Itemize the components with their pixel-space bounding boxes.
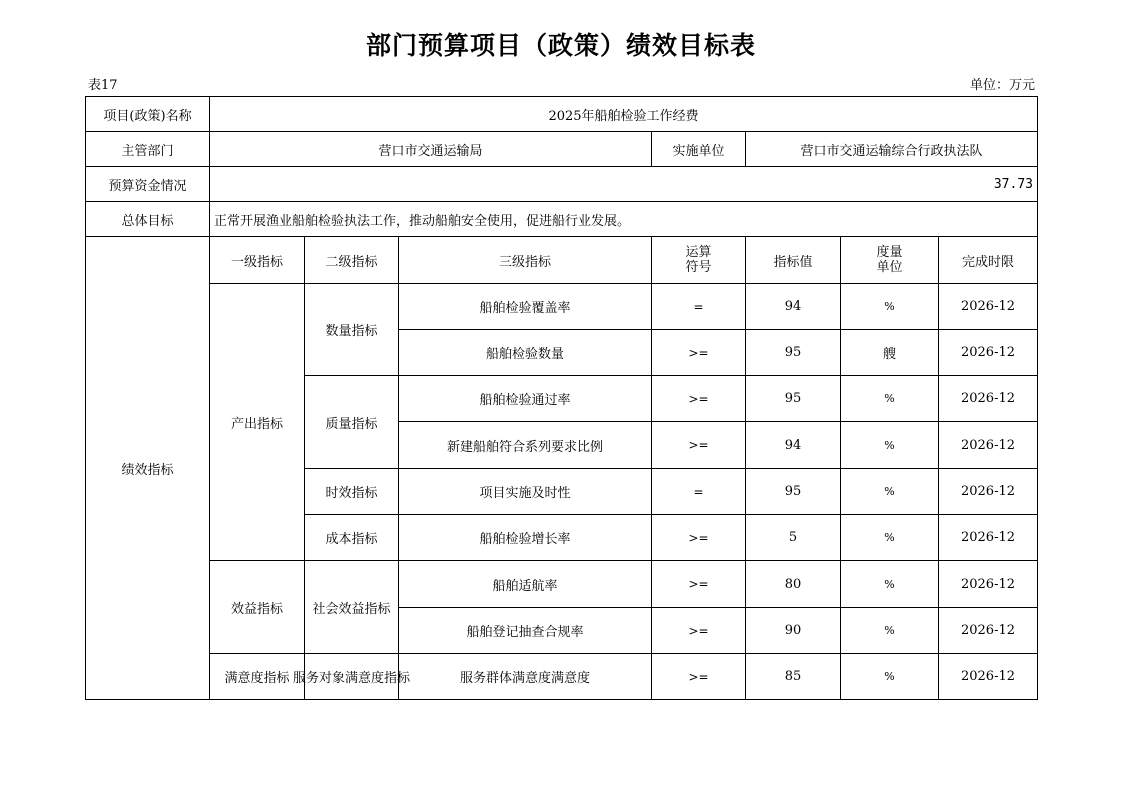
header-level1: 一级指标 (210, 237, 305, 284)
row-operator: >= (652, 330, 746, 376)
row-value: 95 (746, 376, 841, 422)
level1-satisfaction: 满意度指标 (210, 654, 305, 700)
level2-quality: 质量指标 (305, 376, 399, 469)
row-value: 94 (746, 422, 841, 469)
row-operator: = (652, 284, 746, 330)
performance-target-table (85, 96, 1038, 700)
row-unit: 艘 (841, 330, 939, 376)
level1-benefit: 效益指标 (210, 561, 305, 654)
header-level3: 三级指标 (399, 237, 652, 284)
row-unit: % (841, 422, 939, 469)
budget-label: 预算资金情况 (86, 167, 210, 202)
row-operator: >= (652, 376, 746, 422)
row-name: 船舶适航率 (399, 561, 652, 608)
row-unit: % (841, 515, 939, 561)
row-deadline: 2026-12 (939, 561, 1038, 608)
header-unit-line1: 度量 (876, 245, 903, 260)
row-operator: >= (652, 422, 746, 469)
budget-row (86, 167, 1038, 202)
row-name: 服务群体满意度满意度 (399, 654, 652, 700)
row-value: 94 (746, 284, 841, 330)
row-value: 95 (746, 469, 841, 515)
row-name: 新建船舶符合系列要求比例 (399, 422, 652, 469)
row-value: 85 (746, 654, 841, 700)
goal-label: 总体目标 (86, 202, 210, 237)
header-unit-line2: 单位 (876, 260, 903, 275)
project-value: 2025年船舶检验工作经费 (210, 97, 1038, 132)
row-operator: = (652, 469, 746, 515)
impl-value: 营口市交通运输综合行政执法队 (746, 132, 1038, 167)
dept-label: 主管部门 (86, 132, 210, 167)
row-deadline: 2026-12 (939, 330, 1038, 376)
goal-value: 正常开展渔业船舶检验执法工作，推动船舶安全使用，促进船行业发展。 (210, 202, 1038, 237)
row-deadline: 2026-12 (939, 608, 1038, 654)
row-value: 95 (746, 330, 841, 376)
row-unit: % (841, 654, 939, 700)
project-row (86, 97, 1038, 132)
currency-unit: 单位：万元 (969, 78, 1035, 93)
level1-output: 产出指标 (210, 284, 305, 561)
row-value: 90 (746, 608, 841, 654)
table-row (86, 561, 1038, 608)
level2-service-text: 服务对象满意度指标 (293, 671, 411, 686)
header-value: 指标值 (746, 237, 841, 284)
table-row (86, 284, 1038, 330)
row-unit: % (841, 469, 939, 515)
header-operator-line1: 运算 (685, 245, 712, 260)
header-level2: 二级指标 (305, 237, 399, 284)
row-unit: % (841, 376, 939, 422)
dept-value: 营口市交通运输局 (210, 132, 652, 167)
row-deadline: 2026-12 (939, 469, 1038, 515)
row-name: 项目实施及时性 (399, 469, 652, 515)
header-unit (841, 237, 939, 284)
budget-value: 37.73 (210, 167, 1038, 202)
indicator-header-row (86, 237, 1038, 284)
level2-quantity: 数量指标 (305, 284, 399, 376)
row-unit: % (841, 561, 939, 608)
impl-label: 实施单位 (652, 132, 746, 167)
header-operator (652, 237, 746, 284)
row-operator: >= (652, 561, 746, 608)
row-deadline: 2026-12 (939, 422, 1038, 469)
row-unit: % (841, 284, 939, 330)
row-name: 船舶检验覆盖率 (399, 284, 652, 330)
goal-row (86, 202, 1038, 237)
row-name: 船舶登记抽查合规率 (399, 608, 652, 654)
row-name: 船舶检验数量 (399, 330, 652, 376)
row-unit: % (841, 608, 939, 654)
row-deadline: 2026-12 (939, 654, 1038, 700)
level2-service (293, 654, 411, 700)
table-number: 表17 (88, 78, 118, 93)
row-name: 船舶检验增长率 (399, 515, 652, 561)
header-deadline: 完成时限 (939, 237, 1038, 284)
table-row (86, 654, 1038, 700)
level2-cost: 成本指标 (305, 515, 399, 561)
level2-timeliness: 时效指标 (305, 469, 399, 515)
header-operator-line2: 符号 (685, 260, 712, 275)
row-value: 5 (746, 515, 841, 561)
row-deadline: 2026-12 (939, 284, 1038, 330)
indicator-section-label: 绩效指标 (86, 237, 210, 700)
page-title: 部门预算项目（政策）绩效目标表 (365, 31, 756, 60)
level2-social: 社会效益指标 (305, 561, 399, 654)
row-operator: >= (652, 515, 746, 561)
row-value: 80 (746, 561, 841, 608)
row-operator: >= (652, 608, 746, 654)
row-name: 船舶检验通过率 (399, 376, 652, 422)
department-row (86, 132, 1038, 167)
row-deadline: 2026-12 (939, 376, 1038, 422)
row-operator: >= (652, 654, 746, 700)
row-deadline: 2026-12 (939, 515, 1038, 561)
project-label: 项目(政策)名称 (86, 97, 210, 132)
